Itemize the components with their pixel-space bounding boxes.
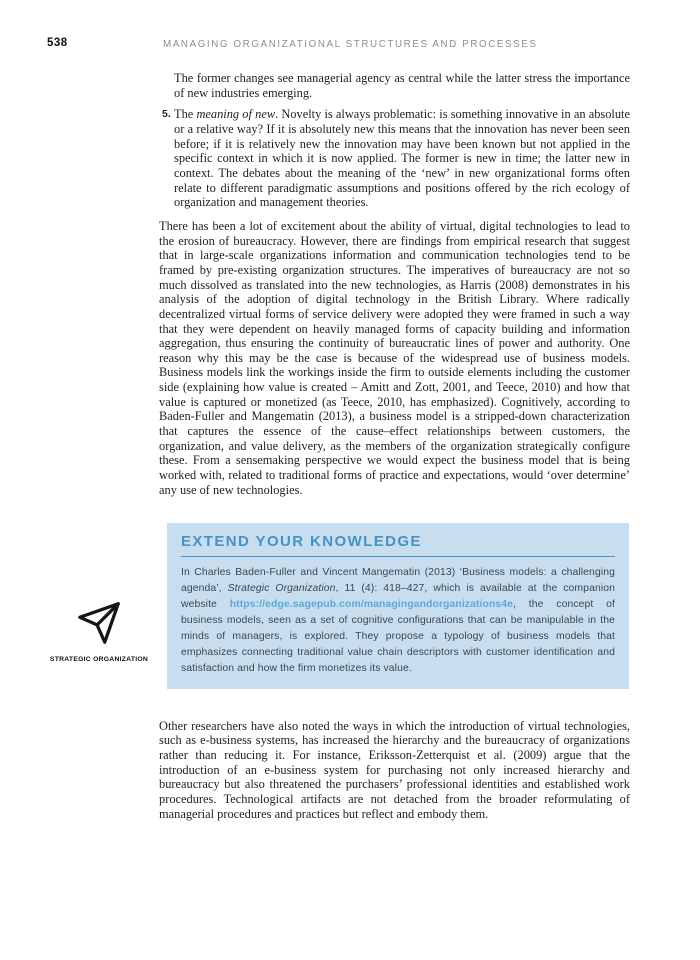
text-run: In Charles Baden-Fuller and Vincent Mangematin (2013) ‘Business models: a challenging agenda’,	[181, 567, 615, 595]
numbered-list-item-5	[159, 107, 630, 210]
knowledge-box-title: EXTEND YOUR KNOWLEDGE	[181, 533, 422, 551]
margin-feature-label: STRATEGIC ORGANIZATION	[49, 656, 149, 663]
text-run: , 11 (4): 418–427, which is available at the companion website	[181, 583, 615, 611]
extend-your-knowledge-box	[167, 523, 629, 688]
knowledge-box-divider	[181, 556, 615, 557]
paragraph-continuation: The former changes see managerial agency as central while the latter stress the importance of new industries emerging.	[174, 71, 630, 100]
list-item-number: 5.	[162, 108, 171, 121]
paragraph-closing: Other researchers have also noted the ways in which the introduction of virtual technologies, such as e-business systems, has increased the hierarchy and the bureaucracy of organizations rather than reducing it. For instance, Eriksson-Zetterquist et al. (2009) argue that the introduction of an e-business system for purchasing not only increased hierarchy and bureaucracy but also threatened the purchasers’ professional identities and established work procedures. Technological artifacts are not detached from the broader reformulating of managerial procedures and practices but reflect and embody them.	[159, 718, 630, 821]
text-run: The	[174, 107, 197, 122]
italic-text: Strategic Organization	[227, 583, 336, 595]
main-text-column	[159, 71, 630, 821]
italic-text: meaning of new	[196, 107, 276, 122]
paragraph-bureaucracy: There has been a lot of excitement about the ability of virtual, digital technologies to lead to the erosion of bureaucracy. However, there are findings from empirical research that suggest that in large-scale organizations information and communication technologies tend to be framed by pre-existing organization structures. The imperatives of bureaucracy are not so much dissolved as translated into the new technologies, as Harris (2008) demonstrates in his analysis of the adoption of digital technology in the British Library. Where radically decentralized virtual forms of service delivery were adopted they were framed in such a way that they were dependent on heavily managed forms of capacity building and information aggregation, thus ensuring the continuity of bureaucratic lines of power and authority. One reason why this may be the case is because of the widespread use of business models. Business models link the workings inside the firm to outside elements including the customer side (explaining how value is created – Amitt and Zott, 2001, and Teece, 2010) and how that value is captured or monetized (as Teece, 2010, has emphasized). Cognitively, according to Baden-Fuller and Mangematin (2013), a business model is a stripped-down characterization that captures the essence of the cause–effect relationships between customers, the organization, and value delivery, as the members of the organization strategically configure these. From a sensemaking perspective we would expect the business model that is being worked with, related to traditional forms of practice and expectations, would ‘over determine’ any use of new technologies.	[159, 218, 630, 497]
text-run: . Novelty is always problematic: is something innovative in an absolute or a relative way? If it is absolutely new this means that the innovation has never been seen before; if it is relatively new the innovation may have been known but not applied in the specific context in which it is now applied. The former is new in time; the latter new in context. The debates about the meaning of the ‘new’ in new organizational forms often relate to different paradigmatic assumptions and positions offered by the rich ecology of organization and management theories.	[174, 107, 630, 210]
text-run: , the concept of business models, seen as a set of cognitive configurations that can be manipulable in the minds of managers, is explored. They propose a typology of business models that emphasizes connecting traditional value chain descriptors with customer identification and satisfaction and how the firm monetizes its value.	[181, 599, 615, 674]
companion-website-link[interactable]: https://edge.sagepub.com/managingandorganizations4e	[229, 599, 514, 611]
knowledge-box-body	[181, 565, 615, 676]
margin-feature-strategic-organization	[38, 600, 160, 663]
paper-plane-icon	[74, 600, 124, 646]
list-item-text	[174, 107, 630, 210]
page-number: 538	[47, 37, 68, 49]
running-head: MANAGING ORGANIZATIONAL STRUCTURES AND PROCESSES	[163, 39, 538, 50]
